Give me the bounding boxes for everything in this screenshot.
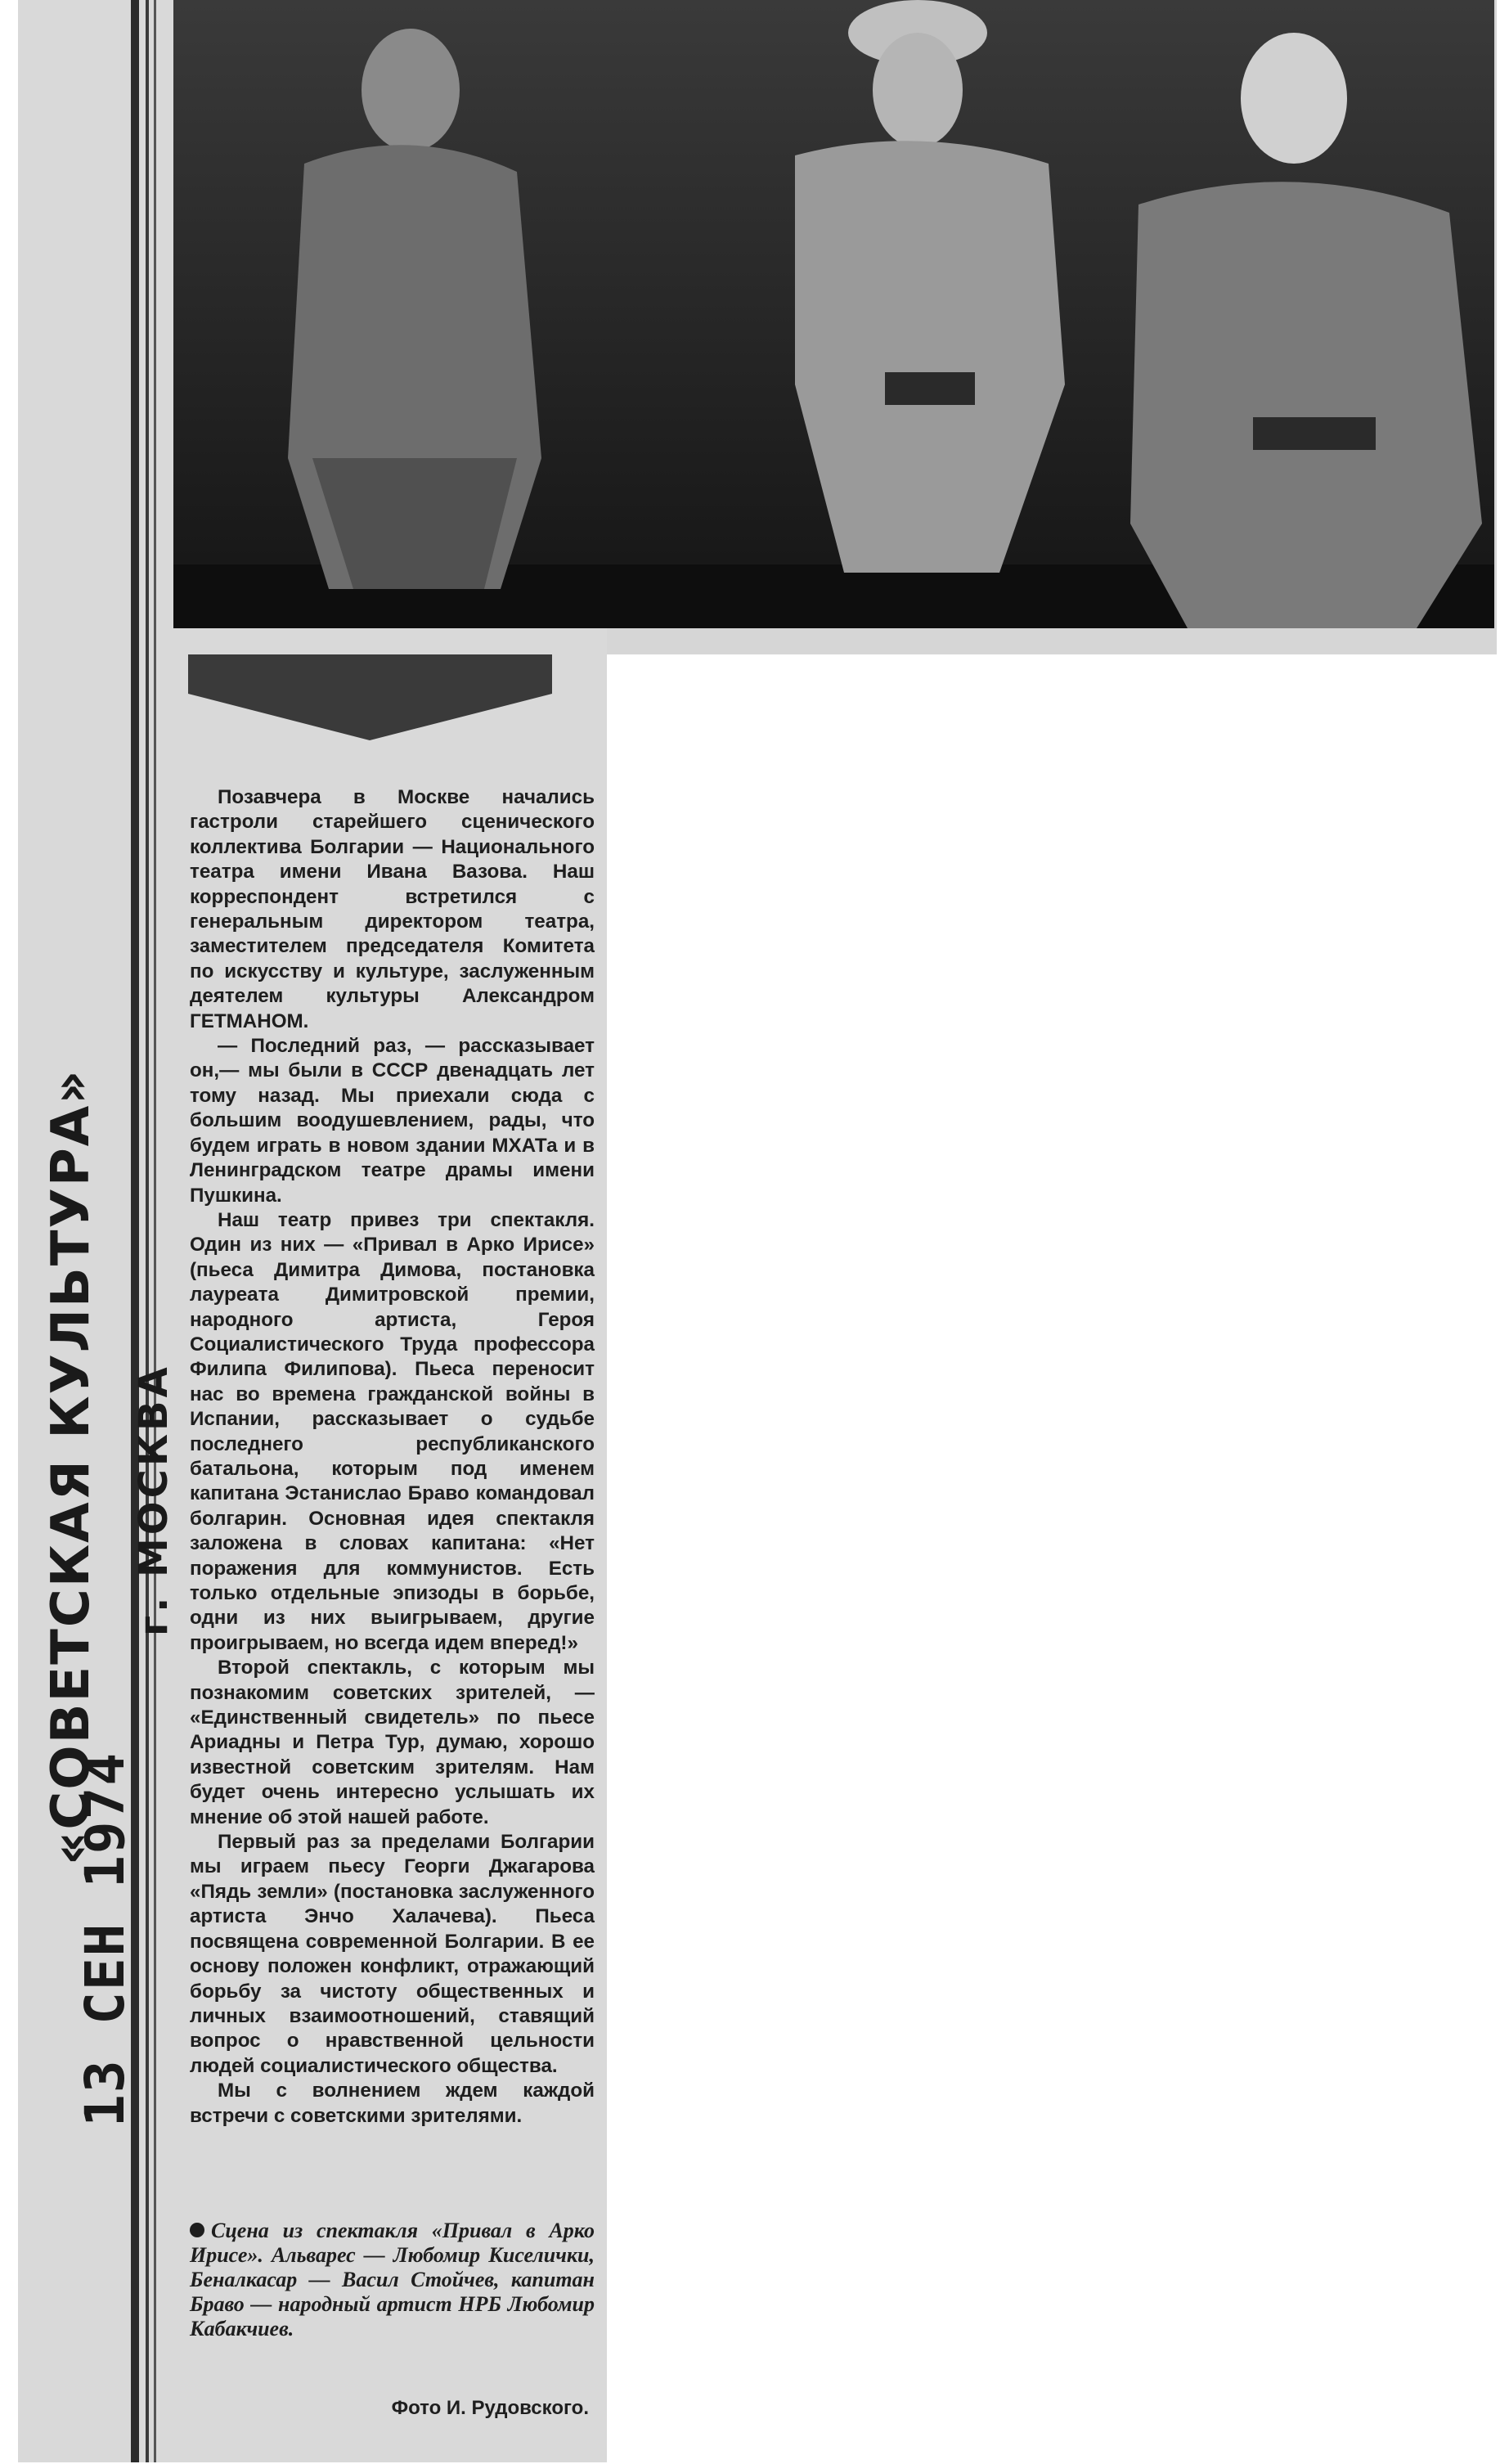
bullet-icon — [190, 2223, 204, 2237]
photo-caption-text: Сцена из спектакля «Привал в Арко Ирисе». Альварес — Любомир Киселички, Беналкасар — Васил Стойчев, капитан Браво — народный артист НРБ Любомир Кабакчиев. — [190, 2219, 595, 2340]
ornament-banner — [188, 654, 552, 740]
article-paragraph: Позавчера в Москве начались гастроли старейшего сценического коллектива Болгарии — Национального театра имени Ивана Вазова. Наш корреспондент встретился с генеральным директором театра, заместителем председателя Комитета по искусству и культуре, заслуженным деятелем культуры Александром ГЕТМАНОМ. — [190, 786, 595, 1032]
photo-credit: Фото И. Рудовского. — [391, 2397, 589, 2419]
article-body — [190, 785, 595, 2129]
date-stamp — [57, 1751, 155, 2135]
article-paragraph: Мы с волнением ждем каждой встречи с советскими зрителями. — [190, 2080, 595, 2127]
article-paragraph: Первый раз за пределами Болгарии мы играем пьесу Георги Джагарова «Пядь земли» (постановка заслуженного артиста Энчо Халачева). Пьеса посвящена современной Болгарии. В ее основу положен конфликт, отражающий борьбу за чистоту общественных и личных взаимоотношений, ставящий вопрос о нравственной цельности людей социалистического общества. — [190, 1831, 595, 2077]
article-paragraph: Второй спектакль, с которым мы познакомим советских зрителей, — «Единственный свидетель» по пьесе Ариадны и Петра Тур, думаю, хорошо известной советским зрителям. Нам будет очень интересно услышать их мнение об этой нашей работе. — [190, 1657, 595, 1828]
newspaper-city: г. МОСКВА — [131, 1364, 177, 1636]
article-paragraph: — Последний раз, — рассказывает он,— мы были в СССР двенадцать лет тому назад. Мы приехали сюда с большим воодушевлением, рады, что будем играть в новом здании МХАТа и в Ленинградском театре драмы имени Пушкина. — [190, 1035, 595, 1207]
theatre-scene-photo — [173, 0, 1494, 628]
article-paragraph: Наш театр привез три спектакля. Один из них — «Привал в Арко Ирисе» (пьеса Димитра Димова, постановка лауреата Димитровской премии, народного артиста, Героя Социалистического Труда профессора Филипа Филипова). Пьеса переносит нас во времена гражданской войны в Испании, рассказывает о судьбе последнего республиканского батальона, которым под именем капитана Эстанислао Браво командовал болгарин. Основная идея спектакля заложена в словах капитана: «Нет поражения для коммунистов. Есть только отдельные эпизоды в борьбе, одни из них выигрываем, другие проигрываем, но всегда идем вперед!» — [190, 1208, 595, 1654]
photo-illustration — [173, 0, 1494, 628]
date-stamp-text: 13 СЕН 1974 — [74, 1751, 137, 2127]
photo-caption — [190, 2219, 595, 2341]
newspaper-name: «СОВЕТСКАЯ КУЛЬТУРА» — [41, 1068, 101, 1865]
